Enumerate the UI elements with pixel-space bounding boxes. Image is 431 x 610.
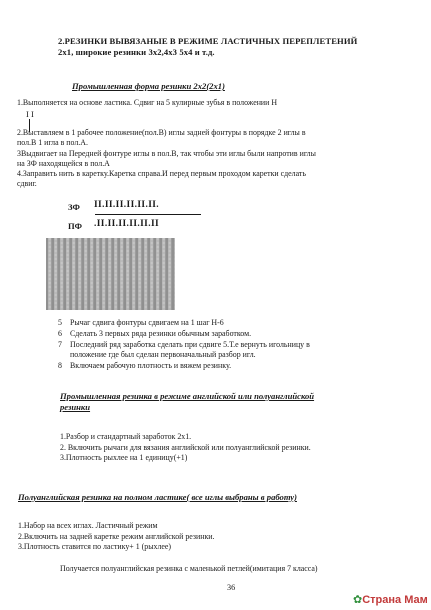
list-item-8: 8 Включаем рабочую плотность и вяжем резинку. xyxy=(58,361,232,370)
step-3-line-1: 3Выдвигает на Передней фонтуре иглы в пол.В, так чтобы эти иглы были напротив иглы xyxy=(17,149,316,158)
section2-heading-line-1: Промышленная резинка в режиме английской или полуанглийской xyxy=(60,391,315,401)
pf-needle-row: .II.II.II.II.II.II xyxy=(94,219,160,229)
step-2-line-1: 2.Выставляем в 1 рабочее положение(пол.В) иглы задней фонтуры в порядке 2 иглы в xyxy=(17,128,306,137)
step-4-line-1: 4.Заправить нить в каретку.Каретка справа.И перед первым проходом каретки сделать xyxy=(17,169,306,178)
flower-icon: ✿ xyxy=(353,593,363,606)
section1-heading: Промышленная форма резинки 2х2(2х1) xyxy=(72,81,225,91)
list-item-7-cont: положение где был сделан первоначальный разбор игл. xyxy=(70,350,256,359)
section3-result: Получается полуанглийская резинка с маленькой петлей(имитация 7 класса) xyxy=(60,564,318,573)
section3-heading: Полуанглийская резинка на полном ластике( все иглы выбраны в работу) xyxy=(18,492,297,502)
title-line-2: 2х1, широкие резинки 3х2,4х3 5х4 и т.д. xyxy=(58,47,215,57)
section3-line-2: 2.Включить на задней каретке режим английской резинки. xyxy=(18,532,215,541)
step-4-line-2: сдвиг. xyxy=(17,179,37,188)
title-line-1: 2.РЕЗИНКИ ВЫВЯЗАНЫЕ В РЕЖИМЕ ЛАСТИЧНЫХ ПЕРЕПЛЕТЕНИЙ xyxy=(58,36,358,46)
site-watermark xyxy=(353,590,428,608)
list-item-7: 7 Последний ряд заработка сделать при сдвиге 5.Т.е вернуть игольницу в xyxy=(58,340,310,349)
watermark-text: Страна Мам xyxy=(362,594,428,606)
page-number: 36 xyxy=(227,583,236,592)
section2-line-2: 2. Включить рычаги для вязания английской или полуанглийской резинки. xyxy=(60,443,311,452)
step-1: 1.Выполняется на основе ластика. Сдвиг на 5 кулирные зубья в положении Н xyxy=(17,98,278,107)
section2-line-1: 1.Разбор и стандартный заработок 2х1. xyxy=(60,432,192,441)
zf-label: ЗФ xyxy=(68,202,80,212)
list-item-6: 6 Сделать 3 первых ряда резинки обычным заработком. xyxy=(58,329,252,338)
list-item-5: 5 Рычаг сдвига фонтуры сдвигаем на 1 шаг Н-6 xyxy=(58,318,224,327)
zf-needle-row: II.II.II.II.II.II. xyxy=(94,200,160,210)
needle-marks: I I xyxy=(26,109,34,119)
section2-heading-line-2: резинки xyxy=(60,402,91,412)
section3-line-3: 3.Плотность ставится по ластику+ 1 (рыхлее) xyxy=(18,542,172,551)
section3-line-1: 1.Набор на всех иглах. Ластичный режим xyxy=(18,521,158,530)
pf-label: ПФ xyxy=(68,221,83,231)
step-3-line-2: на ЗФ находящейся в пол.А xyxy=(17,159,110,168)
zf-divider xyxy=(95,214,201,215)
step-2-line-2: пол.В 1 игла в пол.А. xyxy=(17,138,88,147)
rib-fabric-photo xyxy=(46,238,175,310)
section2-line-3: 3.Плотность рыхлее на 1 единицу(+1) xyxy=(60,453,188,462)
